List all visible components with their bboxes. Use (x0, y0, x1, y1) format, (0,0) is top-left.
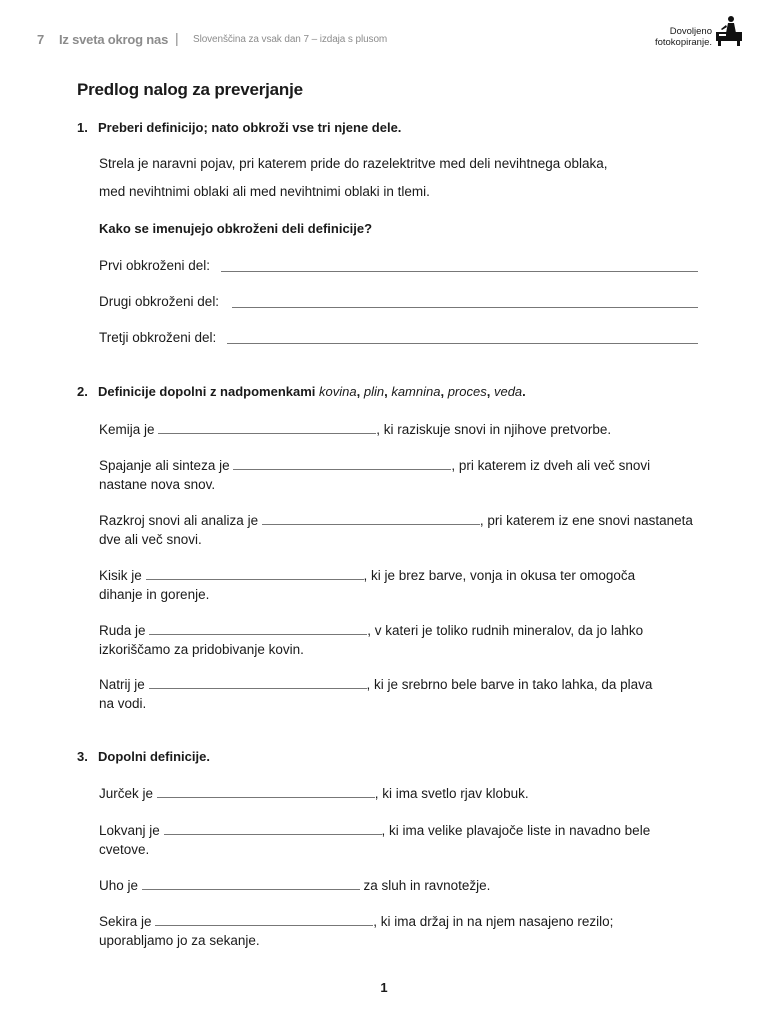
sub-question: Kako se imenujejo obkroženi deli definicije? (99, 221, 373, 236)
answer-blank[interactable] (164, 822, 382, 835)
answer-blank[interactable] (155, 913, 373, 926)
item-text: , ki je srebrno bele barve in tako lahka, da plava (366, 677, 653, 692)
item-text: cvetove. (99, 842, 150, 857)
part-1-label: Prvi obkroženi del: (99, 258, 211, 273)
answer-blank[interactable] (233, 457, 451, 470)
item-text: , ki ima svetlo rjav klobuk. (374, 786, 529, 801)
answer-blank[interactable] (149, 676, 367, 689)
item-text: Kisik je (99, 568, 146, 583)
item-text: Razkroj snovi ali analiza je (99, 513, 262, 528)
photocopier-icon (714, 15, 744, 47)
definition-line-2: med nevihtnimi oblaki ali med nevihtnimi oblaki in tlemi. (99, 184, 430, 199)
item-text: , v kateri je toliko rudnih mineralov, da jo lahko (367, 623, 644, 638)
comma: , (384, 384, 392, 399)
q2-item-5 (99, 621, 709, 659)
page-header (37, 26, 748, 52)
q2-item-2 (99, 456, 709, 494)
question-2-heading (77, 384, 526, 399)
q2-item-4 (99, 566, 709, 604)
question-number: 2. (77, 384, 88, 399)
q2-item-6 (99, 675, 709, 713)
question-number: 3. (77, 749, 88, 764)
chapter-number: 7 (37, 32, 45, 47)
chapter-title: Iz sveta okrog nas (59, 32, 169, 47)
comma: , (486, 384, 494, 399)
word-kovina: kovina (319, 384, 357, 399)
part-2-label: Drugi obkroženi del: (99, 294, 220, 309)
answer-blank[interactable] (157, 785, 375, 798)
part-3-label: Tretji obkroženi del: (99, 330, 217, 345)
comma: , (440, 384, 448, 399)
item-text: Kemija je (99, 422, 159, 437)
word-kamnina: kamnina (391, 384, 441, 399)
item-text: Uho je (99, 878, 142, 893)
item-text: Sekira je (99, 914, 156, 929)
part-2-answer-line[interactable] (232, 306, 698, 308)
q3-item-4 (99, 912, 709, 950)
q3-item-3 (99, 876, 709, 895)
page-title: Predlog nalog za preverjanje (77, 80, 303, 99)
item-text: nastane nova snov. (99, 477, 216, 492)
copy-permission-note (655, 26, 712, 48)
item-text: , ki ima držaj in na njem nasajeno rezilo; (373, 914, 614, 929)
q2-item-1 (99, 420, 709, 439)
answer-blank[interactable] (262, 512, 480, 525)
item-text: Spajanje ali sinteza je (99, 458, 234, 473)
answer-blank[interactable] (158, 421, 376, 434)
item-text: , pri katerem iz ene snovi nastaneta (479, 513, 693, 528)
question-prompt: Preberi definicijo; nato obkroži vse tri njene dele. (98, 120, 402, 135)
item-text: izkoriščamo za pridobivanje kovin. (99, 642, 304, 657)
copy-line-2: fotokopiranje. (654, 37, 712, 48)
period: . (522, 384, 526, 399)
word-proces: proces (447, 384, 487, 399)
item-text: , ki raziskuje snovi in njihove pretvorbe. (376, 422, 612, 437)
question-3-heading (77, 749, 210, 764)
comma: , (356, 384, 364, 399)
item-text: za sluh in ravnotežje. (359, 878, 491, 893)
question-number: 1. (77, 120, 88, 135)
item-text: Jurček je (99, 786, 157, 801)
word-plin: plin (363, 384, 385, 399)
book-title: Slovenščina za vsak dan 7 – izdaja s plusom (193, 34, 388, 45)
item-text: Ruda je (99, 623, 150, 638)
page-number: 1 (380, 980, 388, 995)
answer-blank[interactable] (142, 877, 360, 890)
part-3-answer-line[interactable] (227, 342, 698, 344)
q3-item-1 (99, 784, 709, 803)
item-text: dve ali več snovi. (99, 532, 202, 547)
prompt-prefix: Definicije dopolni z nadpomenkami (98, 384, 320, 399)
item-text: na vodi. (99, 696, 147, 711)
part-1-answer-line[interactable] (221, 270, 698, 272)
header-separator: | (175, 30, 179, 46)
item-text: uporabljamo jo za sekanje. (99, 933, 260, 948)
copy-line-1: Dovoljeno (669, 26, 712, 37)
definition-line-1: Strela je naravni pojav, pri katerem pride do razelektritve med deli nevihtnega oblaka, (99, 156, 608, 171)
question-prompt: Dopolni definicije. (98, 749, 210, 764)
question-1-heading (77, 120, 401, 135)
answer-blank[interactable] (146, 567, 364, 580)
q2-item-3 (99, 511, 709, 549)
item-text: Natrij je (99, 677, 149, 692)
item-text: Lokvanj je (99, 823, 164, 838)
answer-blank[interactable] (149, 622, 367, 635)
q3-item-2 (99, 821, 709, 859)
item-text: , ki je brez barve, vonja in okusa ter omogoča (363, 568, 636, 583)
word-veda: veda (493, 384, 523, 399)
item-text: dihanje in gorenje. (99, 587, 210, 602)
item-text: , ki ima velike plavajoče liste in navadno bele (381, 823, 651, 838)
item-text: , pri katerem iz dveh ali več snovi (451, 458, 651, 473)
